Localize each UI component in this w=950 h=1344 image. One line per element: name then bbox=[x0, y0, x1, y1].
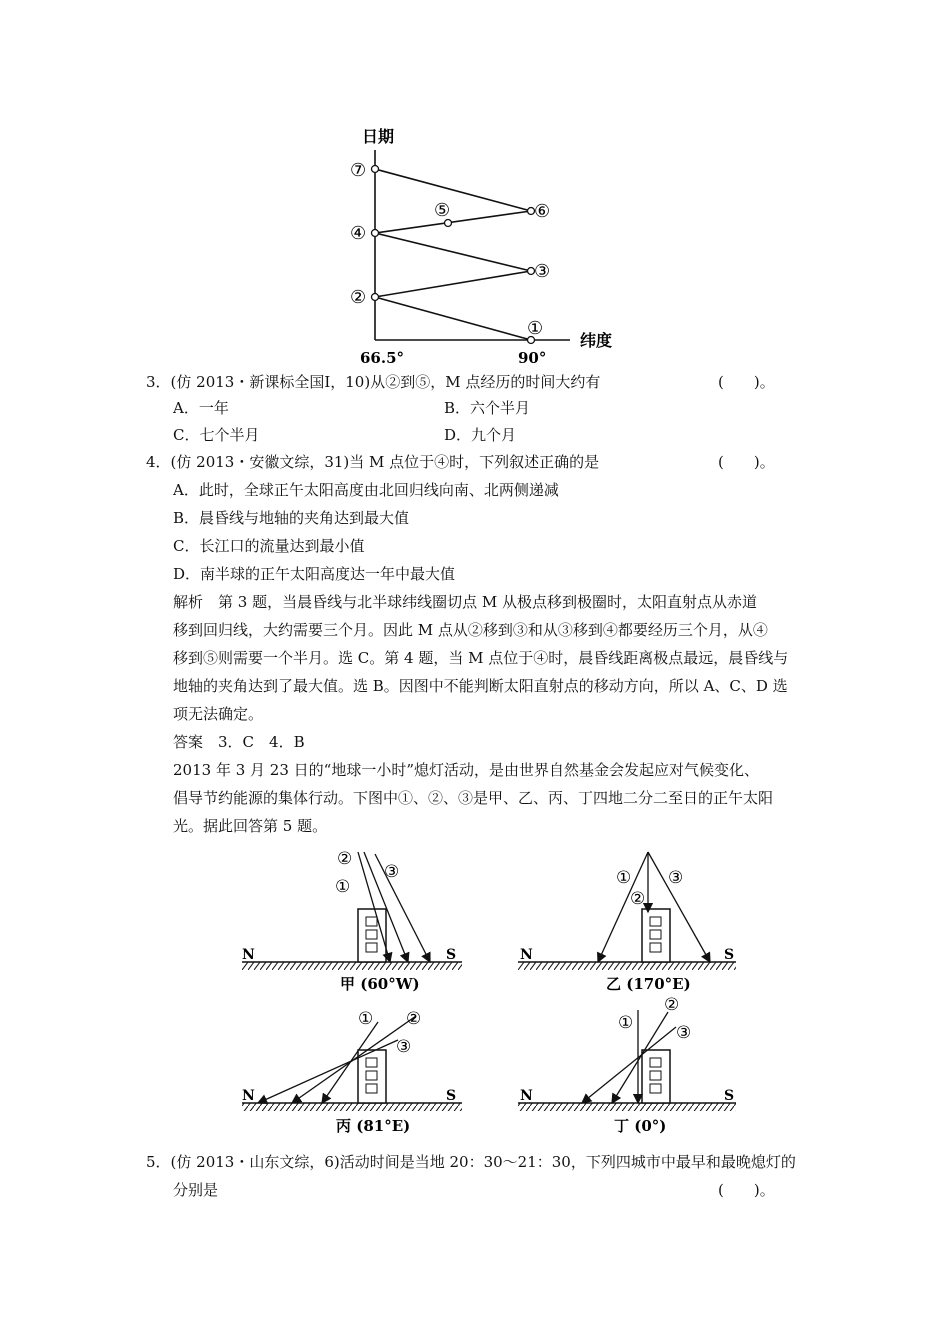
north-label: N bbox=[520, 947, 533, 963]
marker-1: ① bbox=[618, 1013, 634, 1033]
q5-stem-line-1: 5．(仿 2013・山东文综，6)活动时间是当地 20：30～21：30，下列四城市中最早和最晚熄灯的 bbox=[146, 1153, 796, 1171]
answer-line: 答案 3．C 4．B bbox=[173, 733, 305, 751]
marker-4: ④ bbox=[350, 223, 367, 244]
marker-2: ② bbox=[350, 287, 367, 308]
tick-66-5: 66.5° bbox=[360, 349, 405, 367]
q5-stem-line-2: 分别是 bbox=[173, 1181, 219, 1199]
q4-stem: 4．(仿 2013・安徽文综，31)当 M 点位于④时，下列叙述正确的是 bbox=[146, 453, 600, 471]
q4-option-c: C．长江口的流量达到最小值 bbox=[173, 537, 365, 555]
intro-line-1: 2013 年 3 月 23 日的“地球一小时”熄灯活动，是由世界自然基金会发起应对气候变化、 bbox=[173, 761, 759, 779]
marker-3: ③ bbox=[668, 868, 684, 888]
q4-option-a: A．此时，全球正午太阳高度由北回归线向南、北两侧递减 bbox=[173, 481, 559, 499]
marker-1: ① bbox=[527, 318, 544, 339]
q4-option-b: B．晨昏线与地轴的夹角达到最大值 bbox=[173, 509, 410, 527]
panel-yi bbox=[518, 852, 736, 993]
q3-option-a: A．一年 bbox=[173, 399, 229, 417]
caption-yi: 乙 (170°E) bbox=[606, 975, 691, 993]
marker-2: ② bbox=[664, 995, 680, 1015]
analysis-line-2: 移到回归线，大约需要三个月。因此 M 点从②移到③和从③移到④都要经历三个月，从④ bbox=[173, 621, 768, 639]
marker-3: ③ bbox=[384, 862, 400, 882]
sun-angle-figure bbox=[230, 842, 750, 1142]
panel-jia bbox=[242, 849, 462, 993]
marker-3: ③ bbox=[676, 1023, 692, 1043]
x-axis-label: 纬度 bbox=[580, 331, 613, 350]
south-label: S bbox=[446, 1088, 457, 1104]
q5-answer-blank: ( )。 bbox=[718, 1181, 775, 1199]
tick-90: 90° bbox=[518, 349, 547, 367]
north-label: N bbox=[242, 1088, 255, 1104]
marker-6: ⑥ bbox=[534, 201, 551, 222]
panel-ding bbox=[518, 995, 736, 1135]
caption-ding: 丁 (0°) bbox=[614, 1117, 667, 1135]
marker-1: ① bbox=[616, 868, 632, 888]
marker-3: ③ bbox=[396, 1037, 412, 1057]
q4-answer-blank: ( )。 bbox=[718, 453, 775, 471]
south-label: S bbox=[724, 947, 735, 963]
marker-5: ⑤ bbox=[434, 200, 451, 221]
q3-option-d: D．九个月 bbox=[444, 426, 517, 444]
north-label: N bbox=[520, 1088, 533, 1104]
marker-2: ② bbox=[630, 889, 646, 909]
q3-stem: 3．(仿 2013・新课标全国Ⅰ，10)从②到⑤，M 点经历的时间大约有 bbox=[146, 373, 601, 391]
y-axis-label: 日期 bbox=[362, 127, 395, 146]
analysis-line-4: 地轴的夹角达到了最大值。选 B。因图中不能判断太阳直射点的移动方向，所以 A、C、D 选 bbox=[173, 677, 788, 695]
q3-answer-blank: ( )。 bbox=[718, 373, 775, 391]
north-label: N bbox=[242, 947, 255, 963]
caption-jia: 甲 (60°W) bbox=[340, 975, 420, 993]
marker-1: ① bbox=[335, 877, 351, 897]
marker-7: ⑦ bbox=[350, 160, 367, 181]
q3-option-c: C．七个半月 bbox=[173, 426, 260, 444]
analysis-line-5: 项无法确定。 bbox=[173, 705, 264, 723]
marker-3: ③ bbox=[534, 261, 551, 282]
marker-1: ① bbox=[358, 1009, 374, 1029]
south-label: S bbox=[446, 947, 457, 963]
panel-bing bbox=[242, 1009, 462, 1135]
analysis-line-1: 解析 第 3 题，当晨昏线与北半球纬线圈切点 M 从极点移到极圈时，太阳直射点从赤道 bbox=[173, 593, 757, 611]
q4-option-d: D．南半球的正午太阳高度达一年中最大值 bbox=[173, 565, 456, 583]
q3-option-b: B．六个半月 bbox=[444, 399, 531, 417]
intro-line-3: 光。据此回答第 5 题。 bbox=[173, 817, 328, 835]
intro-line-2: 倡导节约能源的集体行动。下图中①、②、③是甲、乙、丙、丁四地二分二至日的正午太阳 bbox=[173, 789, 774, 807]
analysis-line-3: 移到⑤则需要一个半月。选 C。第 4 题，当 M 点位于④时，晨昏线距离极点最远，晨昏线与 bbox=[173, 649, 789, 667]
marker-2: ② bbox=[406, 1009, 422, 1029]
date-latitude-diagram bbox=[330, 120, 650, 370]
caption-bing: 丙 (81°E) bbox=[336, 1117, 411, 1135]
south-label: S bbox=[724, 1088, 735, 1104]
marker-2: ② bbox=[337, 849, 353, 869]
